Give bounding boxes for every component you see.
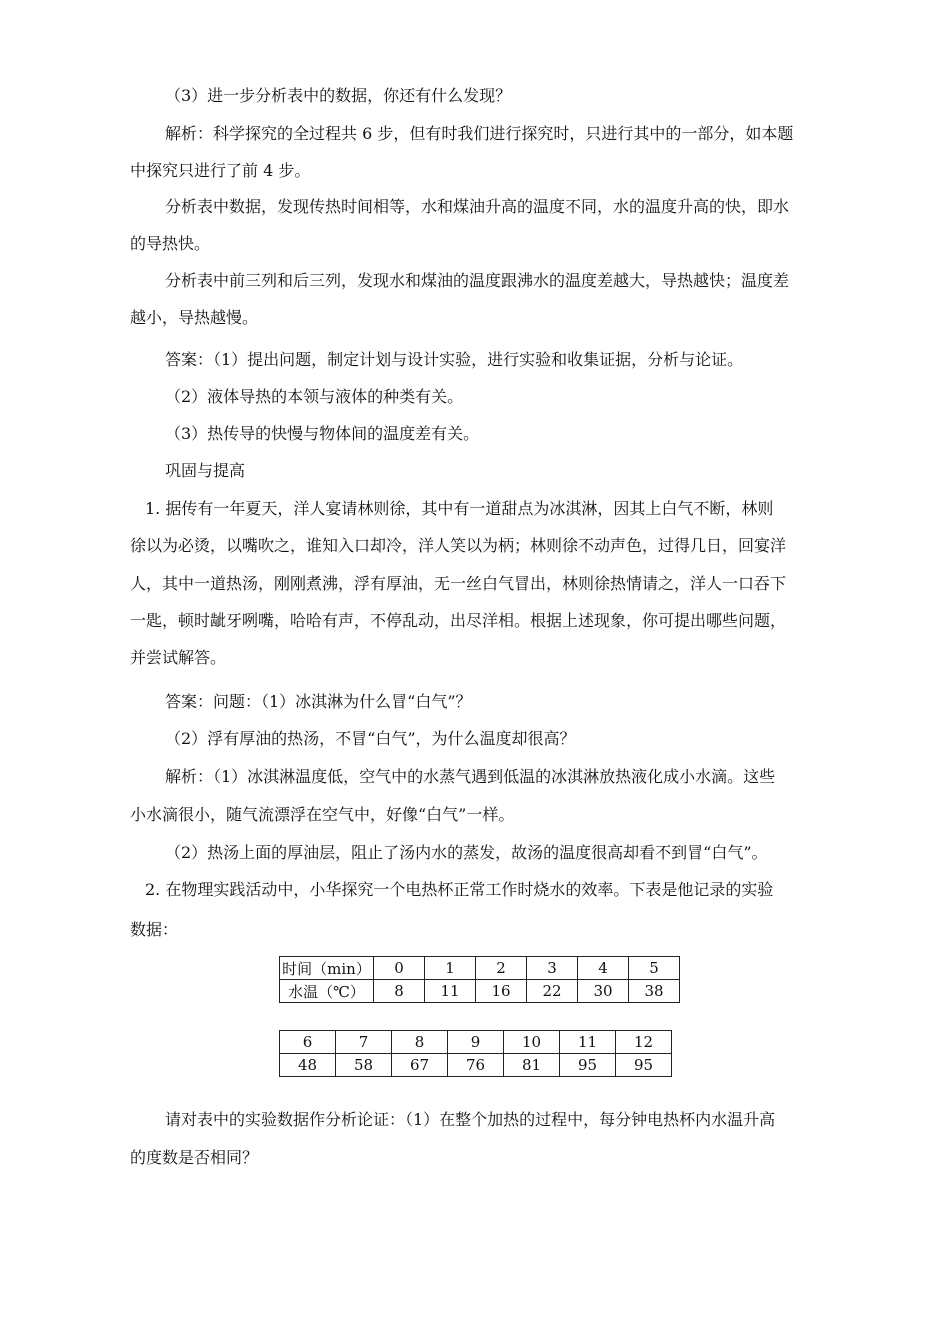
- answer-text: （3）热传导的快慢与物体间的温度差有关。: [165, 424, 480, 443]
- table-cell: 30: [578, 980, 629, 1003]
- answer-text: （2）液体导热的本领与液体的种类有关。: [165, 387, 464, 406]
- analysis-text: 越小，导热越慢。: [130, 308, 259, 327]
- table-cell: 81: [504, 1054, 560, 1077]
- table-row: [280, 980, 680, 1003]
- table-cell: 5: [629, 957, 680, 980]
- table-cell: 58: [336, 1054, 392, 1077]
- table-cell: 2: [476, 957, 527, 980]
- table-cell: 95: [560, 1054, 616, 1077]
- table-cell: 12: [616, 1031, 672, 1054]
- analysis-text: 分析表中前三列和后三列，发现水和煤油的温度跟沸水的温度差越大，导热越快；温度差: [165, 271, 790, 290]
- table-cell: 95: [616, 1054, 672, 1077]
- table-cell: 11: [425, 980, 476, 1003]
- problem-1-text: 一匙，顿时龇牙咧嘴，哈哈有声，不停乱动，出尽洋相。根据上述现象，你可提出哪些问题，: [130, 611, 787, 630]
- table-cell: 3: [527, 957, 578, 980]
- table-cell: 76: [448, 1054, 504, 1077]
- answer-text: （2）浮有厚油的热汤，不冒“白气”，为什么温度却很高？: [165, 729, 576, 748]
- answer-text: 答案：（1）提出问题，制定计划与设计实验，进行实验和收集证据，分析与论证。: [165, 350, 744, 369]
- analysis-text: 分析表中数据，发现传热时间相等，水和煤油升高的温度不同，水的温度升高的快，即水: [165, 197, 790, 216]
- table-cell: 10: [504, 1031, 560, 1054]
- table-row: [280, 957, 680, 980]
- answer-text: 答案：问题：（1）冰淇淋为什么冒“白气”？: [165, 692, 472, 711]
- table-cell: 48: [280, 1054, 336, 1077]
- table-row: [280, 1031, 672, 1054]
- analysis-text: 中探究只进行了前 4 步。: [130, 161, 311, 180]
- problem-1-text: 徐以为必烫，以嘴吹之，谁知入口却冷，洋人笑以为柄；林则徐不动声色，过得几日，回宴洋: [130, 536, 787, 555]
- table-cell: 7: [336, 1031, 392, 1054]
- analysis-text: 小水滴很小，随气流漂浮在空气中，好像“白气”一样。: [130, 805, 515, 824]
- table-cell: 8: [374, 980, 425, 1003]
- table-cell: 4: [578, 957, 629, 980]
- problem-2-text: 请对表中的实验数据作分析论证：（1）在整个加热的过程中，每分钟电热杯内水温升高: [165, 1110, 776, 1129]
- table-header-cell: 水温（℃）: [280, 980, 374, 1003]
- question-3-text: （3）进一步分析表中的数据，你还有什么发现？: [165, 86, 512, 105]
- table-cell: 38: [629, 980, 680, 1003]
- analysis-text: 的导热快。: [130, 234, 211, 253]
- table-header-cell: 时间（min）: [280, 957, 374, 980]
- table-cell: 8: [392, 1031, 448, 1054]
- table-cell: 22: [527, 980, 578, 1003]
- problem-1-text: 1. 据传有一年夏天，洋人宴请林则徐，其中有一道甜点为冰淇淋，因其上白气不断，林则: [145, 499, 774, 518]
- problem-2-text: 2. 在物理实践活动中，小华探究一个电热杯正常工作时烧水的效率。下表是他记录的实验: [145, 880, 774, 899]
- problem-1-text: 并尝试解答。: [130, 648, 227, 667]
- analysis-text: 解析：科学探究的全过程共 6 步，但有时我们进行探究时，只进行其中的一部分，如本题: [165, 124, 794, 143]
- analysis-text: 解析：（1）冰淇淋温度低，空气中的水蒸气遇到低温的冰淇淋放热液化成小水滴。这些: [165, 767, 776, 786]
- table-cell: 67: [392, 1054, 448, 1077]
- data-table-2: [279, 1030, 672, 1077]
- problem-2-text: 的度数是否相同？: [130, 1148, 259, 1167]
- table-cell: 9: [448, 1031, 504, 1054]
- section-heading: 巩固与提高: [165, 461, 246, 480]
- table-cell: 1: [425, 957, 476, 980]
- table-cell: 16: [476, 980, 527, 1003]
- data-table-1: [279, 956, 680, 1003]
- table-cell: 11: [560, 1031, 616, 1054]
- problem-1-text: 人，其中一道热汤，刚刚煮沸，浮有厚油，无一丝白气冒出，林则徐热情请之，洋人一口吞下: [130, 574, 787, 593]
- table-cell: 0: [374, 957, 425, 980]
- table-cell: 6: [280, 1031, 336, 1054]
- analysis-text: （2）热汤上面的厚油层，阻止了汤内水的蒸发，故汤的温度很高却看不到冒“白气”。: [165, 843, 768, 862]
- problem-2-text: 数据：: [130, 920, 179, 939]
- table-row: [280, 1054, 672, 1077]
